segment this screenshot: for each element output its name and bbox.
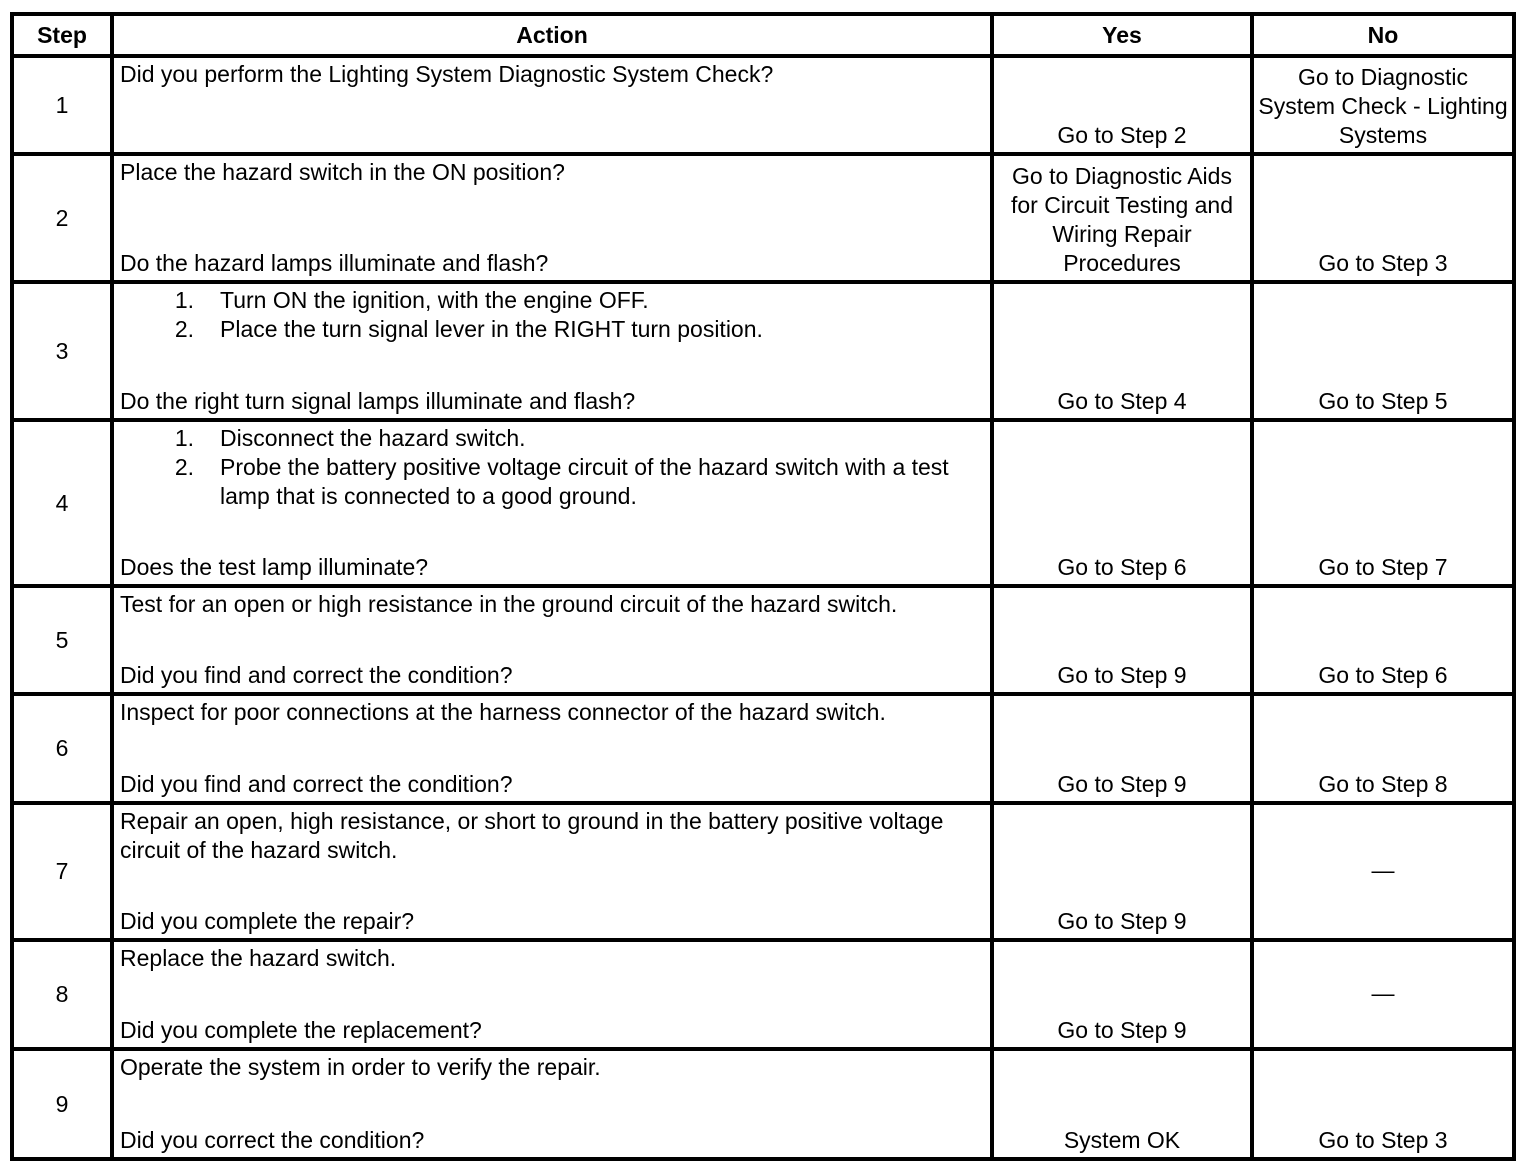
list-item-number: 1. bbox=[174, 287, 194, 313]
table-row bbox=[12, 940, 1514, 1049]
no-result-text: — bbox=[1371, 980, 1395, 1006]
yes-result-text: Go to Diagnostic Aids for Circuit Testing and Wiring Repair Procedures bbox=[1010, 163, 1233, 276]
action-text: Replace the hazard switch. bbox=[120, 945, 397, 971]
yes-result bbox=[992, 420, 1252, 586]
no-result-text: Go to Step 6 bbox=[1318, 662, 1448, 688]
action-question: Did you complete the replacement? bbox=[120, 1017, 482, 1043]
no-result bbox=[1252, 56, 1514, 154]
action-cell bbox=[112, 586, 992, 694]
action-question: Do the hazard lamps illuminate and flash? bbox=[120, 250, 549, 276]
yes-result bbox=[992, 56, 1252, 154]
list-item-text: Probe the battery positive voltage circuit of the hazard switch with a test lamp that is connected to a good ground. bbox=[220, 454, 949, 509]
list-item-text: Disconnect the hazard switch. bbox=[220, 425, 526, 451]
action-cell bbox=[112, 1049, 992, 1159]
yes-result-text: Go to Step 4 bbox=[1057, 388, 1187, 414]
no-result bbox=[1252, 694, 1514, 803]
no-result-text: Go to Step 5 bbox=[1318, 388, 1448, 414]
yes-result bbox=[992, 803, 1252, 940]
no-result bbox=[1252, 803, 1514, 940]
action-cell bbox=[112, 803, 992, 940]
diagnostic-table bbox=[10, 12, 1516, 1161]
no-result-text: Go to Step 8 bbox=[1318, 771, 1448, 797]
no-result-text: Go to Step 7 bbox=[1318, 554, 1448, 580]
action-text: Operate the system in order to verify the repair. bbox=[120, 1054, 601, 1080]
action-cell bbox=[112, 694, 992, 803]
action-text: Place the hazard switch in the ON position? bbox=[120, 159, 565, 185]
action-cell bbox=[112, 282, 992, 420]
table-row bbox=[12, 154, 1514, 282]
action-list-item bbox=[120, 424, 984, 453]
action-list-item bbox=[120, 453, 984, 511]
step-number: 9 bbox=[12, 1049, 112, 1159]
action-question: Did you complete the repair? bbox=[120, 908, 415, 934]
yes-result bbox=[992, 694, 1252, 803]
action-cell bbox=[112, 420, 992, 586]
yes-result-text: Go to Step 6 bbox=[1057, 554, 1187, 580]
header-yes: Yes bbox=[992, 14, 1252, 56]
list-item-number: 2. bbox=[174, 316, 194, 342]
action-cell bbox=[112, 940, 992, 1049]
action-question: Did you find and correct the condition? bbox=[120, 662, 513, 688]
action-cell bbox=[112, 154, 992, 282]
table-row bbox=[12, 586, 1514, 694]
yes-result bbox=[992, 282, 1252, 420]
yes-result bbox=[992, 940, 1252, 1049]
action-question: Does the test lamp illuminate? bbox=[120, 554, 429, 580]
step-number: 5 bbox=[12, 586, 112, 694]
yes-result-text: Go to Step 9 bbox=[1057, 662, 1187, 688]
list-item-number: 2. bbox=[174, 454, 194, 480]
header-step: Step bbox=[12, 14, 112, 56]
list-item-text: Place the turn signal lever in the RIGHT turn position. bbox=[220, 316, 763, 342]
yes-result bbox=[992, 1049, 1252, 1159]
no-result bbox=[1252, 420, 1514, 586]
action-list-item bbox=[120, 286, 984, 315]
action-question: Did you correct the condition? bbox=[120, 1127, 425, 1153]
no-result bbox=[1252, 1049, 1514, 1159]
action-text: Did you perform the Lighting System Diagnostic System Check? bbox=[120, 61, 774, 87]
action-cell bbox=[112, 56, 992, 154]
yes-result-text: Go to Step 2 bbox=[1057, 122, 1187, 148]
header-action: Action bbox=[112, 14, 992, 56]
step-number: 4 bbox=[12, 420, 112, 586]
yes-result-text: Go to Step 9 bbox=[1057, 908, 1187, 934]
yes-result bbox=[992, 586, 1252, 694]
table-row bbox=[12, 282, 1514, 420]
yes-result bbox=[992, 154, 1252, 282]
no-result-text: — bbox=[1371, 857, 1395, 883]
step-number: 8 bbox=[12, 940, 112, 1049]
table-row bbox=[12, 1049, 1514, 1159]
action-text: Test for an open or high resistance in the ground circuit of the hazard switch. bbox=[120, 591, 898, 617]
table-row bbox=[12, 803, 1514, 940]
step-number: 7 bbox=[12, 803, 112, 940]
list-item-text: Turn ON the ignition, with the engine OFF. bbox=[220, 287, 649, 313]
no-result bbox=[1252, 940, 1514, 1049]
action-text: Inspect for poor connections at the harness connector of the hazard switch. bbox=[120, 699, 886, 725]
table-row bbox=[12, 420, 1514, 586]
action-text: Repair an open, high resistance, or short to ground in the battery positive voltage circuit of the hazard switch. bbox=[120, 808, 944, 863]
header-row bbox=[12, 14, 1514, 56]
yes-result-text: Go to Step 9 bbox=[1057, 1017, 1187, 1043]
list-item-number: 1. bbox=[174, 425, 194, 451]
no-result-text: Go to Step 3 bbox=[1318, 250, 1448, 276]
yes-result-text: Go to Step 9 bbox=[1057, 771, 1187, 797]
yes-result-text: System OK bbox=[1063, 1127, 1181, 1153]
action-list-item bbox=[120, 315, 984, 344]
no-result bbox=[1252, 282, 1514, 420]
action-question: Did you find and correct the condition? bbox=[120, 771, 513, 797]
step-number: 2 bbox=[12, 154, 112, 282]
no-result-text: Go to Diagnostic System Check - Lighting Systems bbox=[1258, 64, 1508, 148]
table-body bbox=[12, 56, 1514, 1159]
no-result-text: Go to Step 3 bbox=[1318, 1127, 1448, 1153]
header-no: No bbox=[1252, 14, 1514, 56]
step-number: 6 bbox=[12, 694, 112, 803]
step-number: 3 bbox=[12, 282, 112, 420]
no-result bbox=[1252, 154, 1514, 282]
table-row bbox=[12, 694, 1514, 803]
step-number: 1 bbox=[12, 56, 112, 154]
no-result bbox=[1252, 586, 1514, 694]
table-row bbox=[12, 56, 1514, 154]
action-question: Do the right turn signal lamps illuminate and flash? bbox=[120, 388, 636, 414]
